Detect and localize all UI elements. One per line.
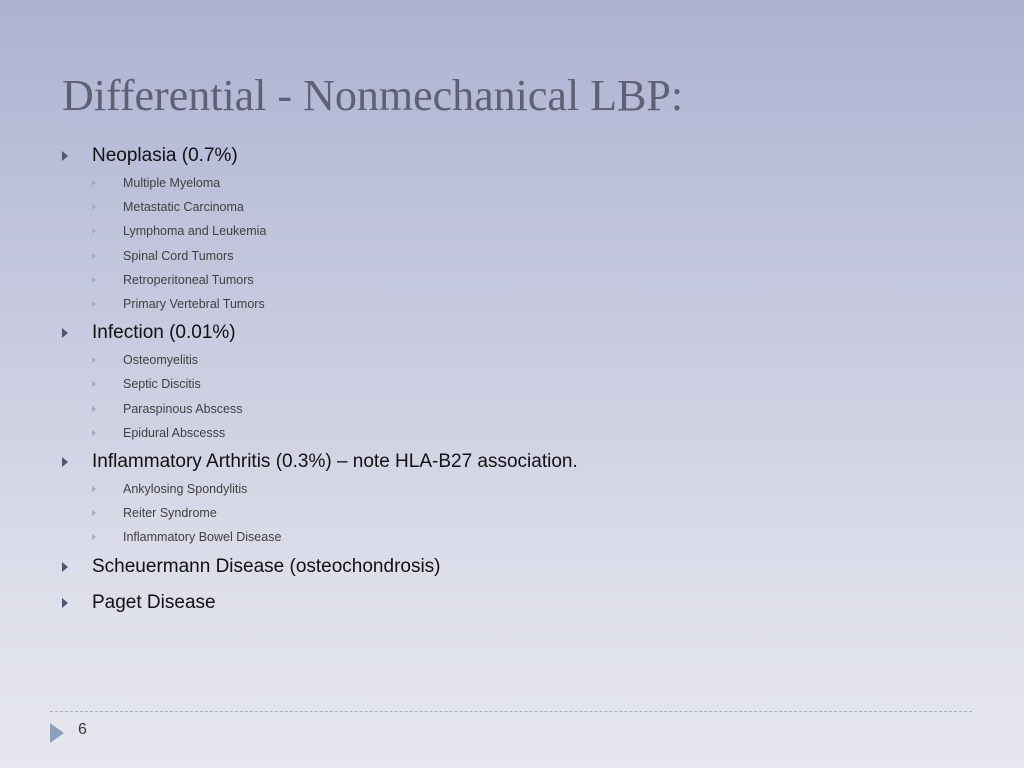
small-triangle-bullet-icon [92,430,96,436]
bullet-item-inflammatory-arthritis [62,449,972,475]
sub-item [62,397,972,421]
title-divider [62,126,972,127]
sub-item-text: Reiter Syndrome [123,506,217,521]
bullet-list [62,143,972,618]
sub-item-text: Inflammatory Bowel Disease [123,530,282,545]
sub-item [62,501,972,525]
small-triangle-bullet-icon [92,486,96,492]
bullet-item-neoplasia [62,143,972,169]
sub-item [62,421,972,445]
bullet-text: Paget Disease [92,591,216,613]
sub-item-text: Multiple Myeloma [123,176,221,190]
small-triangle-bullet-icon [92,204,96,210]
triangle-bullet-icon [62,598,68,608]
sub-item [62,195,972,219]
bullet-text: Infection (0.01%) [92,322,236,344]
sub-item [62,244,972,268]
sub-item-text: Septic Discitis [123,377,201,392]
small-triangle-bullet-icon [92,534,96,540]
bullet-item-scheuermann [62,554,972,580]
sub-item-text: Metastatic Carcinoma [123,200,244,215]
triangle-bullet-icon [62,457,68,467]
sub-item [62,219,972,243]
sub-item-text: Spinal Cord Tumors [123,248,234,263]
triangle-bullet-icon [62,562,68,572]
bullet-text: Scheuermann Disease (osteochondrosis) [92,555,441,577]
sub-list-neoplasia [62,171,972,316]
sub-item [62,372,972,396]
page-number: 6 [78,721,87,738]
small-triangle-bullet-icon [92,301,96,307]
bullet-text: Neoplasia (0.7%) [92,145,238,166]
small-triangle-bullet-icon [92,381,96,387]
small-triangle-bullet-icon [92,357,96,363]
sub-list-inflammatory-arthritis [62,477,972,550]
sub-item [62,477,972,501]
sub-item-text: Lymphoma and Leukemia [123,224,267,239]
footer-arrow-icon [50,723,64,743]
sub-item [62,268,972,292]
sub-item-text: Retroperitoneal Tumors [123,272,254,287]
sub-item-text: Osteomyelitis [123,353,199,368]
footer-divider [50,711,972,712]
sub-item-text: Paraspinous Abscess [123,401,243,416]
sub-item [62,348,972,372]
bullet-text: Inflammatory Arthritis (0.3%) – note HLA-B27 association. [92,451,578,473]
triangle-bullet-icon [62,328,68,338]
small-triangle-bullet-icon [92,180,96,186]
small-triangle-bullet-icon [92,510,96,516]
small-triangle-bullet-icon [92,277,96,283]
triangle-bullet-icon [62,151,68,161]
sub-item-text: Ankylosing Spondylitis [123,482,248,497]
bullet-item-infection [62,320,972,346]
sub-item [62,292,972,316]
small-triangle-bullet-icon [92,253,96,259]
bullet-item-paget [62,590,972,616]
sub-item [62,525,972,549]
small-triangle-bullet-icon [92,406,96,412]
sub-item [62,171,972,195]
sub-list-infection [62,348,972,445]
slide-title: Differential - Nonmechanical LBP: [62,71,684,120]
sub-item-text: Primary Vertebral Tumors [123,297,265,312]
small-triangle-bullet-icon [92,228,96,234]
sub-item-text: Epidural Abscesss [123,425,226,440]
